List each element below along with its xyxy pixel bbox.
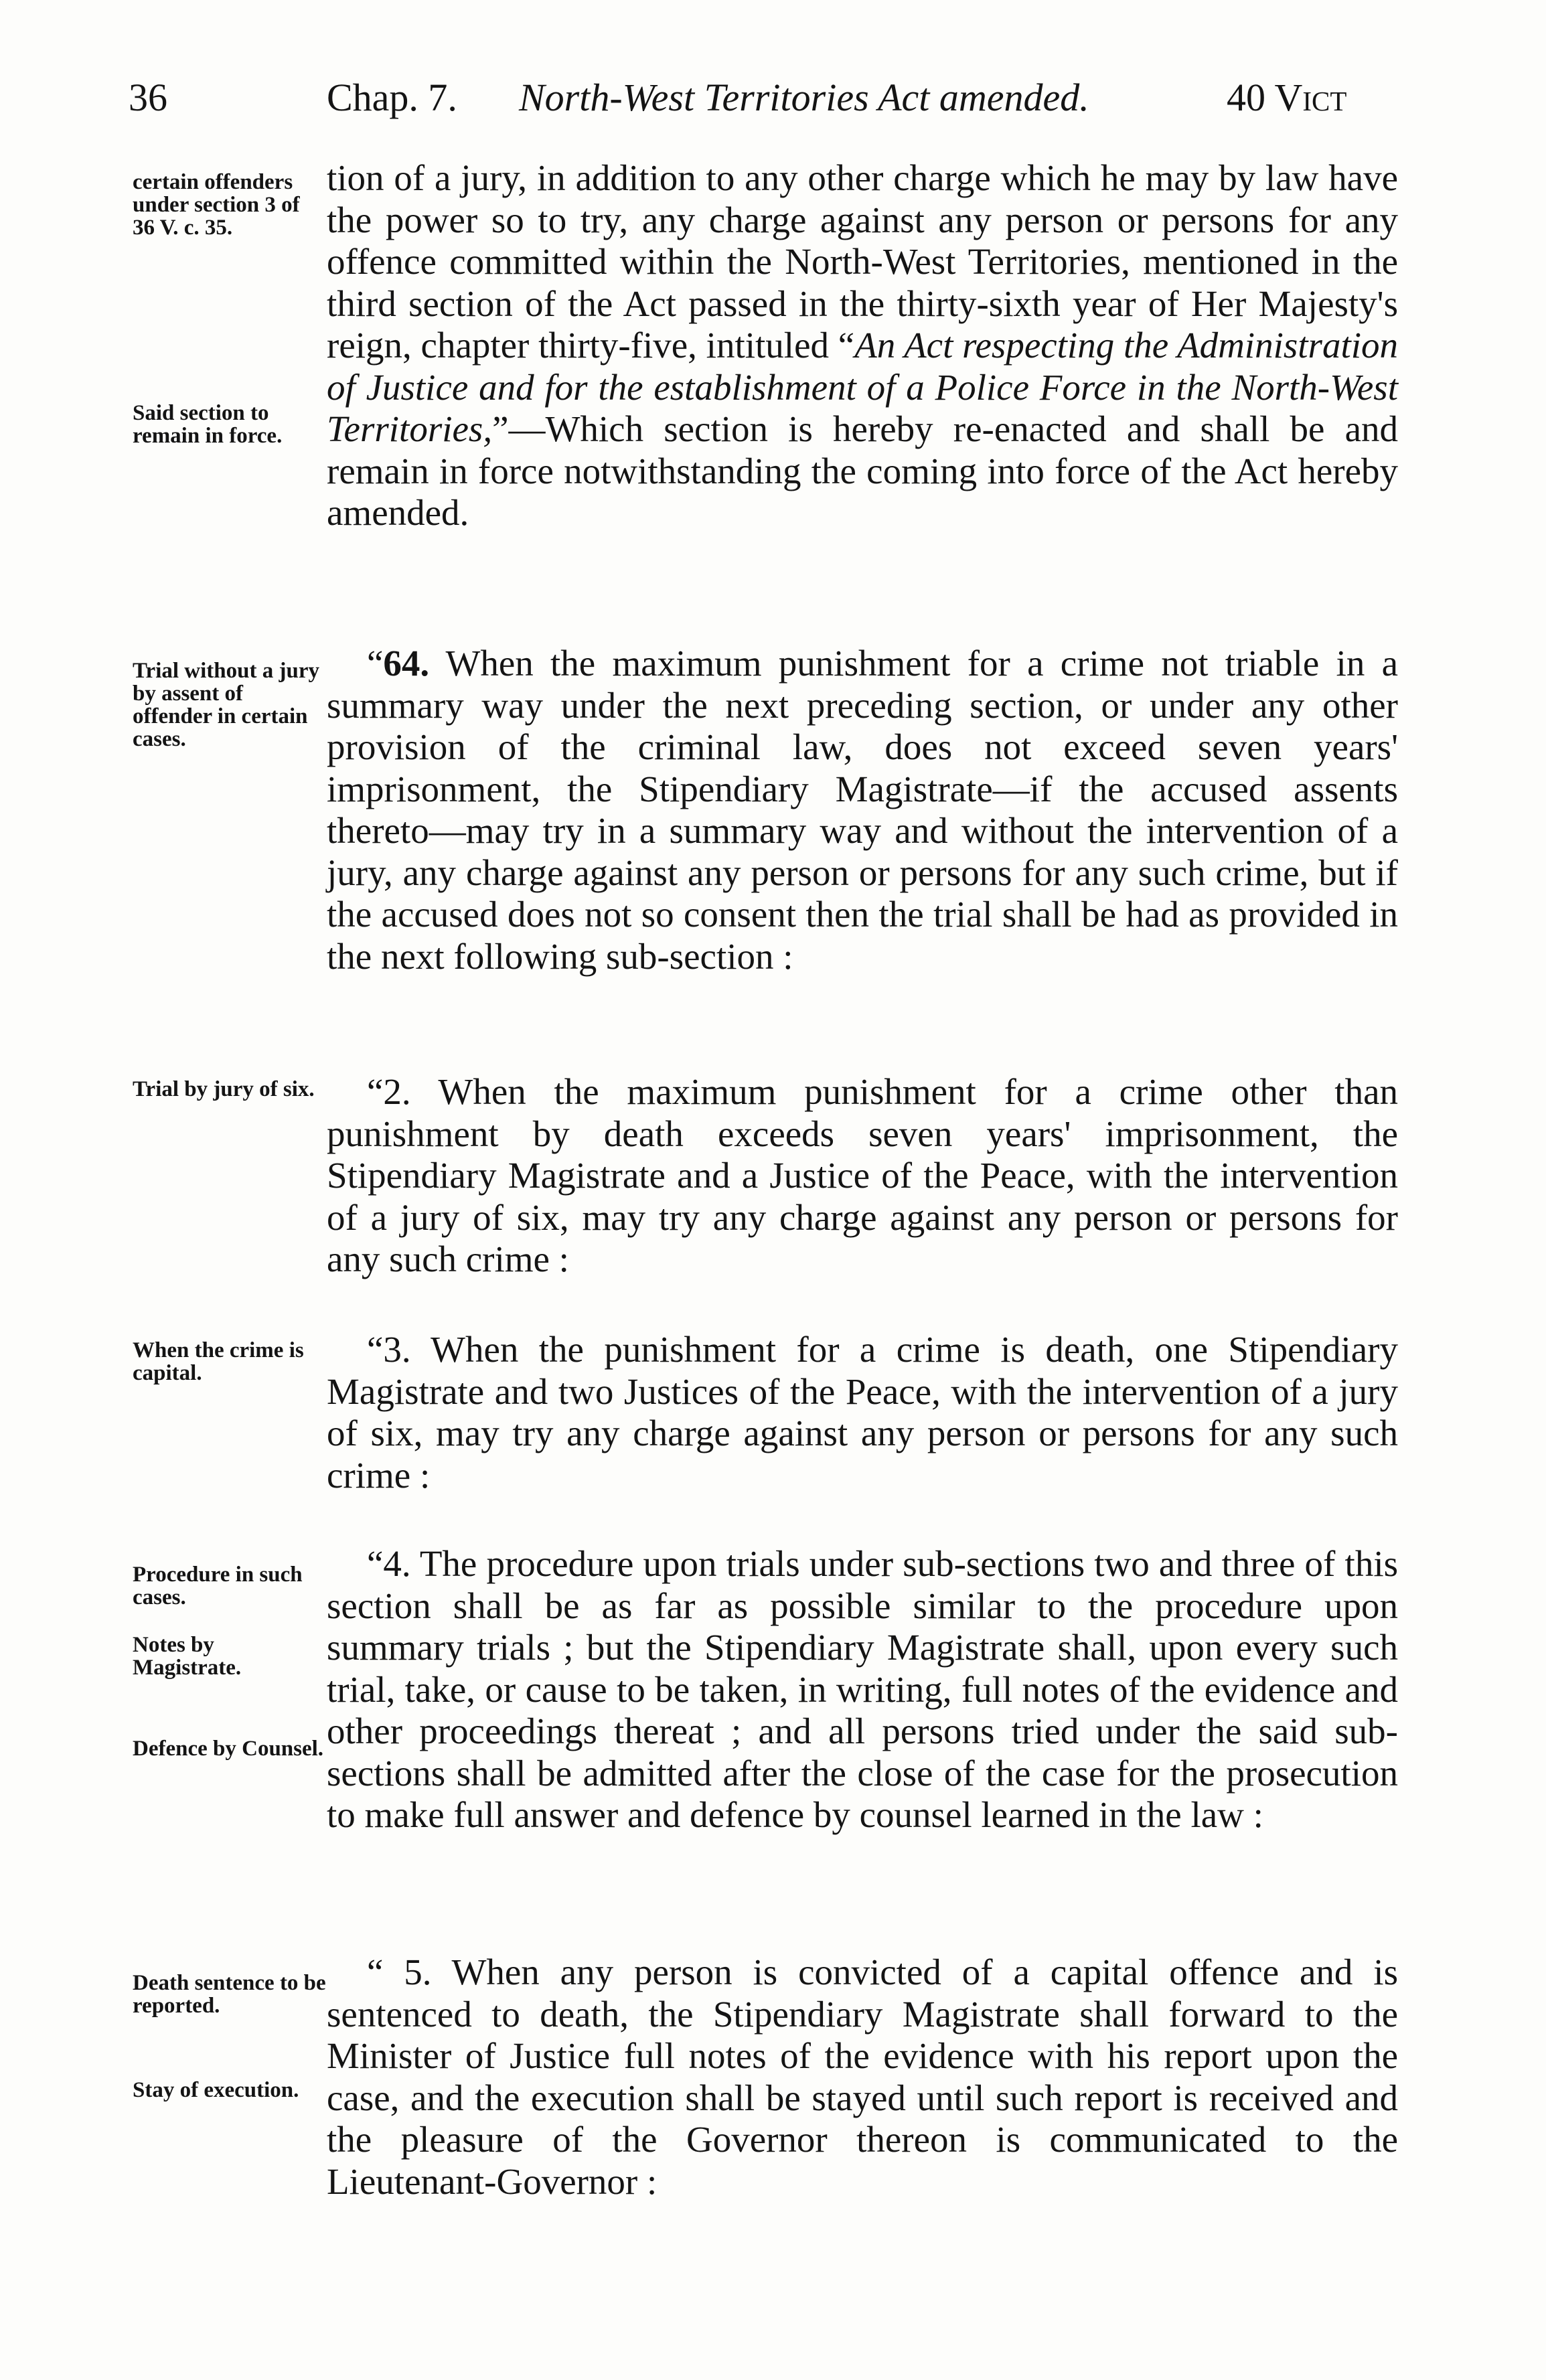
regnal-year: 40 Vict [1227,76,1347,119]
paragraph-section-continuation [327,157,1398,534]
margin-note-stay-of-execution: Stay of execution. [133,2078,299,2102]
open-quote: “ [367,643,384,684]
margin-note-defence-by-counsel: Defence by Counsel. [133,1737,324,1761]
paragraph-section-64 [327,643,1398,977]
running-header [0,75,1546,129]
paragraph-text: ”—Which section is hereby re-enacted and shall be and remain in force notwithstanding the coming into force of the Act hereby amended. [327,408,1398,533]
paragraph-text: “ 5. When any person is convicted of a capital offence and is sentenced to death, the Stipendiary Magistrate shall forward to the Minister of Justice full notes of the evidence with his report upon the case, and the execution shall be stayed until such report is received and the pleasure of the Governor thereon is communicated to the Lieutenant-Governor : [327,1952,1398,2202]
running-title: North-West Territories Act amended. [519,76,1089,119]
paragraph-text: “3. When the punishment for a crime is death, one Stipendiary Magistrate and two Justices of the Peace, with the intervention of a jury of six, may try any charge against any person or persons for any such crime : [327,1329,1398,1496]
chapter-label: Chap. 7. [327,76,457,119]
margin-note-death-sentence: Death sentence to be reported. [133,1971,326,2018]
paragraph-text: “2. When the maximum punishment for a crime other than punishment by death exceeds seven years' imprisonment, the Stipendiary Magistrate and a Justice of the Peace, with the intervention of a jury of six, may try any charge against any person or persons for any such crime : [327,1071,1398,1279]
paragraph-text: When the maximum punishment for a crime not triable in a summary way under the next preceding section, or under any other provision of the criminal law, does not exceed seven years' imprisonment, the Stipendiary Magistrate—if the accused assents thereto—may try in a summary way and without the intervention of a jury, any charge against any person or persons for any such crime, but if the accused does not so consent then the trial shall be had as provided in the next following sub-section : [327,643,1398,977]
paragraph-subsection-5 [327,1952,1398,2203]
margin-note-procedure: Procedure in such cases. [133,1563,303,1609]
margin-note-offenders: certain offenders under section 3 of 36 V. c. 35. [133,170,300,240]
margin-note-remain-in-force: Said section to remain in force. [133,401,283,448]
margin-note-capital-crime: When the crime is capital. [133,1338,304,1385]
paragraph-text: tion of a jury, in addition to any other charge which he may by law have the power so to try, any charge against any person or persons for any offence committed within the North-West Territories, mentioned in the third section of the Act passed in the thirty-sixth year of Her Majesty's reign, chapter thirty-five, intituled “ [327,157,1398,366]
paragraph-subsection-2 [327,1071,1398,1281]
paragraph-subsection-3 [327,1329,1398,1496]
margin-note-jury-of-six: Trial by jury of six. [133,1077,315,1101]
act-title: An Act respecting the Administration of Justice and for the establishment of a Police Force in the North-West Territories, [327,325,1398,449]
paragraph-text: “4. The procedure upon trials under sub-sections two and three of this section shall be as far as possible similar to the procedure upon summary trials ; but the Stipendiary Magistrate shall, upon every such trial, take, or cause to be taken, in writing, full notes of the evidence and other proceedings thereat ; and all persons tried under the said sub-sections shall be admitted after the close of the case for the prosecution to make full answer and defence by counsel learned in the law : [327,1543,1398,1835]
section-number: 64. [383,643,430,684]
margin-note-trial-without-jury: Trial without a jury by assent of offender in certain cases. [133,659,319,751]
page-number: 36 [129,76,167,119]
margin-note-notes-by-magistrate: Notes by Magistrate. [133,1633,242,1680]
paragraph-subsection-4 [327,1543,1398,1836]
